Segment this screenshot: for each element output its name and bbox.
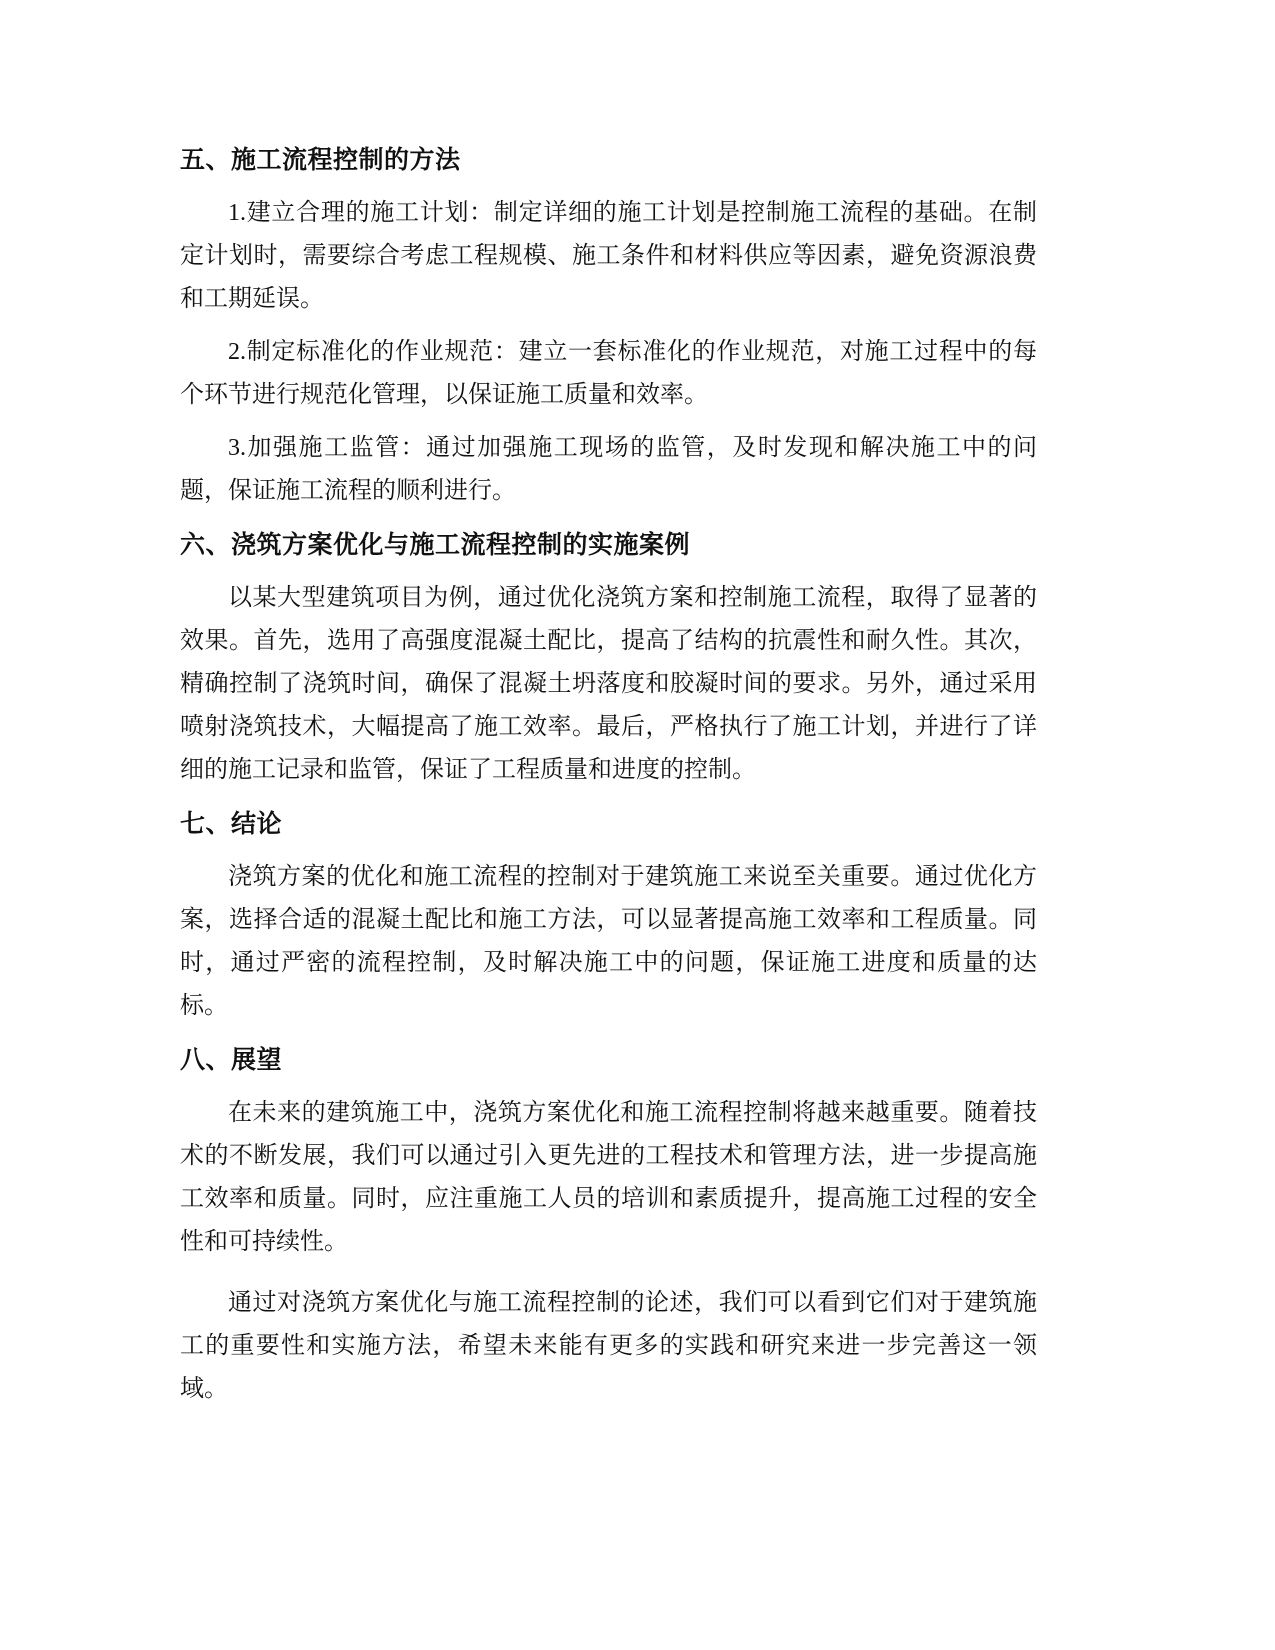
paragraph-5-3: 3.加强施工监管：通过加强施工现场的监管，及时发现和解决施工中的问题，保证施工流程的顺利进行。 bbox=[180, 435, 1037, 504]
paragraph-8-1: 在未来的建筑施工中，浇筑方案优化和施工流程控制将越来越重要。随着技术的不断发展，我们可以通过引入更先进的工程技术和管理方法，进一步提高施工效率和质量。同时，应注重施工人员的培训和素质提升，提高施工过程的安全性和可持续性。 bbox=[180, 1100, 1037, 1255]
paragraph-8-2: 通过对浇筑方案优化与施工流程控制的论述，我们可以看到它们对于建筑施工的重要性和实施方法，希望未来能有更多的实践和研究来进一步完善这一领域。 bbox=[180, 1290, 1037, 1402]
section-heading-8: 八、展望 bbox=[180, 1045, 283, 1074]
paragraph-5-2: 2.制定标准化的作业规范：建立一套标准化的作业规范，对施工过程中的每个环节进行规范化管理，以保证施工质量和效率。 bbox=[180, 339, 1037, 408]
document-page bbox=[180, 138, 1037, 1421]
paragraph-7-1: 浇筑方案的优化和施工流程的控制对于建筑施工来说至关重要。通过优化方案，选择合适的混凝土配比和施工方法，可以显著提高施工效率和工程质量。同时，通过严密的流程控制，及时解决施工中的问题，保证施工进度和质量的达标。 bbox=[180, 864, 1037, 1019]
section-heading-5: 五、施工流程控制的方法 bbox=[180, 145, 461, 174]
paragraph-6-1: 以某大型建筑项目为例，通过优化浇筑方案和控制施工流程，取得了显著的效果。首先，选用了高强度混凝土配比，提高了结构的抗震性和耐久性。其次，精确控制了浇筑时间，确保了混凝土坍落度和胶凝时间的要求。另外，通过采用喷射浇筑技术，大幅提高了施工效率。最后，严格执行了施工计划，并进行了详细的施工记录和监管，保证了工程质量和进度的控制。 bbox=[180, 585, 1037, 783]
paragraph-5-1: 1.建立合理的施工计划：制定详细的施工计划是控制施工流程的基础。在制定计划时，需要综合考虑工程规模、施工条件和材料供应等因素，避免资源浪费和工期延误。 bbox=[180, 200, 1037, 312]
section-heading-7: 七、结论 bbox=[180, 809, 283, 838]
section-heading-6: 六、浇筑方案优化与施工流程控制的实施案例 bbox=[180, 530, 691, 559]
